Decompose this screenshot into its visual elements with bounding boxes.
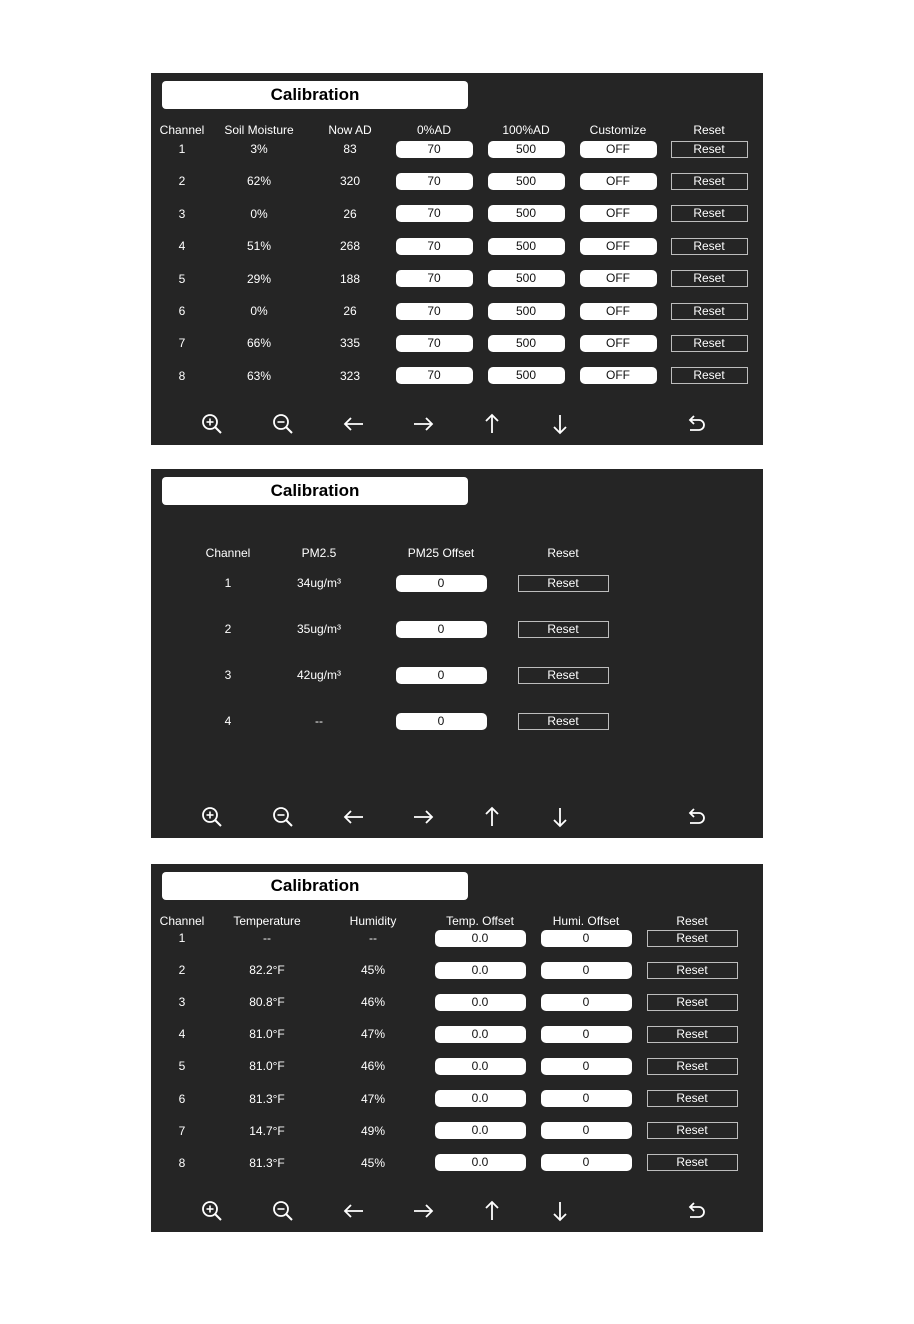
humidity-cell: 47% xyxy=(360,1091,386,1106)
customize-toggle[interactable]: OFF xyxy=(580,141,657,158)
temperature-cell: 14.7°F xyxy=(249,1123,285,1138)
arrow-left-icon[interactable] xyxy=(341,804,367,830)
customize-toggle[interactable]: OFF xyxy=(580,303,657,320)
customize-toggle[interactable]: OFF xyxy=(580,335,657,352)
column-header: Humi. Offset xyxy=(552,914,620,928)
channel-cell: 3 xyxy=(178,995,186,1010)
now-ad-cell: 83 xyxy=(343,142,357,156)
arrow-up-icon[interactable] xyxy=(479,1198,505,1224)
column-header: Temperature xyxy=(233,914,301,928)
return-icon[interactable] xyxy=(683,1198,709,1224)
ad100-field[interactable]: 500 xyxy=(488,238,565,255)
ad0-field[interactable]: 70 xyxy=(396,173,473,190)
now-ad-cell: 335 xyxy=(339,336,361,351)
humi-offset-field[interactable]: 0 xyxy=(541,1058,632,1075)
humidity-cell: 46% xyxy=(360,1059,386,1074)
arrow-down-icon[interactable] xyxy=(547,411,573,437)
pm25-value-cell: 35ug/m³ xyxy=(296,622,342,636)
ad100-field[interactable]: 500 xyxy=(488,303,565,320)
temperature-cell: 81.0°F xyxy=(249,1059,285,1074)
reset-button[interactable]: Reset xyxy=(518,575,609,592)
arrow-right-icon[interactable] xyxy=(410,1198,436,1224)
soil-moisture-cell: 62% xyxy=(246,174,272,189)
channel-cell: 1 xyxy=(178,931,186,945)
column-header: Humidity xyxy=(349,914,397,928)
temp-offset-field[interactable]: 0.0 xyxy=(435,930,526,947)
reset-button[interactable]: Reset xyxy=(671,335,748,352)
reset-button[interactable]: Reset xyxy=(647,994,738,1011)
channel-cell: 7 xyxy=(178,336,186,351)
temperature-cell: 81.3°F xyxy=(249,1091,285,1106)
temperature-cell: 81.0°F xyxy=(249,1027,285,1042)
channel-cell: 2 xyxy=(224,622,232,636)
channel-cell: 2 xyxy=(178,963,186,978)
arrow-down-icon[interactable] xyxy=(547,804,573,830)
zoom-out-icon[interactable] xyxy=(270,804,296,830)
reset-button[interactable]: Reset xyxy=(518,621,609,638)
humidity-cell: 45% xyxy=(360,963,386,978)
now-ad-cell: 320 xyxy=(339,174,361,189)
soil-moisture-cell: 51% xyxy=(246,239,272,254)
reset-button[interactable]: Reset xyxy=(647,1058,738,1075)
arrow-right-icon[interactable] xyxy=(410,411,436,437)
column-header: Soil Moisture xyxy=(224,123,294,137)
pm25-offset-field[interactable]: 0 xyxy=(396,667,487,684)
channel-cell: 3 xyxy=(224,668,232,682)
soil-moisture-cell: 0% xyxy=(250,206,268,221)
reset-button[interactable]: Reset xyxy=(647,1090,738,1107)
page-title: Calibration xyxy=(162,872,468,900)
channel-cell: 1 xyxy=(224,576,232,590)
temp-offset-field[interactable]: 0.0 xyxy=(435,1090,526,1107)
zoom-out-icon[interactable] xyxy=(270,1198,296,1224)
reset-button[interactable]: Reset xyxy=(671,367,748,384)
reset-button[interactable]: Reset xyxy=(671,238,748,255)
return-icon[interactable] xyxy=(683,804,709,830)
reset-button[interactable]: Reset xyxy=(647,1122,738,1139)
channel-cell: 8 xyxy=(178,368,186,383)
pm25-value-cell: -- xyxy=(315,714,323,728)
reset-button[interactable]: Reset xyxy=(671,270,748,287)
soil-moisture-cell: 29% xyxy=(246,271,272,286)
return-icon[interactable] xyxy=(683,411,709,437)
soil-moisture-calibration-panel xyxy=(151,73,763,445)
channel-cell: 8 xyxy=(178,1155,186,1170)
ad100-field[interactable]: 500 xyxy=(488,367,565,384)
pm25-value-cell: 42ug/m³ xyxy=(296,668,342,682)
humi-offset-field[interactable]: 0 xyxy=(541,994,632,1011)
reset-button[interactable]: Reset xyxy=(671,173,748,190)
humi-offset-field[interactable]: 0 xyxy=(541,1154,632,1171)
temp-offset-field[interactable]: 0.0 xyxy=(435,1058,526,1075)
temp-humidity-calibration-panel xyxy=(151,864,763,1232)
column-header: Reset xyxy=(676,914,708,928)
customize-toggle[interactable]: OFF xyxy=(580,205,657,222)
zoom-in-icon[interactable] xyxy=(199,804,225,830)
pm25-offset-field[interactable]: 0 xyxy=(396,713,487,730)
column-header: 100%AD xyxy=(502,123,550,137)
column-header: Channel xyxy=(159,914,205,928)
column-header: Temp. Offset xyxy=(446,914,514,928)
temperature-cell: 82.2°F xyxy=(249,963,285,978)
ad100-field[interactable]: 500 xyxy=(488,270,565,287)
temp-offset-field[interactable]: 0.0 xyxy=(435,994,526,1011)
temp-offset-field[interactable]: 0.0 xyxy=(435,962,526,979)
arrow-up-icon[interactable] xyxy=(479,804,505,830)
customize-toggle[interactable]: OFF xyxy=(580,270,657,287)
page-title: Calibration xyxy=(162,477,468,505)
column-header: Now AD xyxy=(328,123,372,137)
humidity-cell: 47% xyxy=(360,1027,386,1042)
reset-button[interactable]: Reset xyxy=(647,1026,738,1043)
temp-offset-field[interactable]: 0.0 xyxy=(435,1154,526,1171)
ad0-field[interactable]: 70 xyxy=(396,141,473,158)
now-ad-cell: 188 xyxy=(339,271,361,286)
channel-cell: 3 xyxy=(178,206,186,221)
reset-button[interactable]: Reset xyxy=(671,141,748,158)
humi-offset-field[interactable]: 0 xyxy=(541,930,632,947)
reset-button[interactable]: Reset xyxy=(647,930,738,947)
temperature-cell: 80.8°F xyxy=(249,995,285,1010)
pm25-calibration-panel xyxy=(151,469,763,838)
now-ad-cell: 268 xyxy=(339,239,361,254)
channel-cell: 4 xyxy=(224,714,232,728)
humi-offset-field[interactable]: 0 xyxy=(541,1026,632,1043)
reset-button[interactable]: Reset xyxy=(647,962,738,979)
ad100-field[interactable]: 500 xyxy=(488,205,565,222)
arrow-left-icon[interactable] xyxy=(341,411,367,437)
now-ad-cell: 26 xyxy=(343,206,357,221)
ad0-field[interactable]: 70 xyxy=(396,205,473,222)
pm25-offset-field[interactable]: 0 xyxy=(396,621,487,638)
temperature-cell: -- xyxy=(263,931,271,945)
soil-moisture-cell: 0% xyxy=(250,304,268,318)
now-ad-cell: 323 xyxy=(339,368,361,383)
column-header: Channel xyxy=(159,123,205,137)
channel-cell: 4 xyxy=(178,1027,186,1042)
column-header: PM2.5 xyxy=(301,546,337,560)
humidity-cell: -- xyxy=(369,931,377,945)
channel-cell: 2 xyxy=(178,174,186,189)
humi-offset-field[interactable]: 0 xyxy=(541,1090,632,1107)
reset-button[interactable]: Reset xyxy=(671,205,748,222)
humidity-cell: 46% xyxy=(360,995,386,1010)
arrow-left-icon[interactable] xyxy=(341,1198,367,1224)
soil-moisture-cell: 3% xyxy=(250,142,268,156)
zoom-out-icon[interactable] xyxy=(270,411,296,437)
soil-moisture-cell: 63% xyxy=(246,368,272,383)
temperature-cell: 81.3°F xyxy=(249,1155,285,1170)
humi-offset-field[interactable]: 0 xyxy=(541,1122,632,1139)
channel-cell: 4 xyxy=(178,239,186,254)
reset-button[interactable]: Reset xyxy=(671,303,748,320)
arrow-up-icon[interactable] xyxy=(479,411,505,437)
pm25-offset-field[interactable]: 0 xyxy=(396,575,487,592)
humidity-cell: 49% xyxy=(360,1123,386,1138)
zoom-in-icon[interactable] xyxy=(199,1198,225,1224)
reset-button[interactable]: Reset xyxy=(518,667,609,684)
ad0-field[interactable]: 70 xyxy=(396,270,473,287)
pm25-value-cell: 34ug/m³ xyxy=(296,576,342,590)
ad100-field[interactable]: 500 xyxy=(488,141,565,158)
column-header: PM25 Offset xyxy=(407,546,475,560)
customize-toggle[interactable]: OFF xyxy=(580,238,657,255)
ad0-field[interactable]: 70 xyxy=(396,238,473,255)
arrow-down-icon[interactable] xyxy=(547,1198,573,1224)
customize-toggle[interactable]: OFF xyxy=(580,173,657,190)
soil-moisture-cell: 66% xyxy=(246,336,272,351)
reset-button[interactable]: Reset xyxy=(647,1154,738,1171)
ad0-field[interactable]: 70 xyxy=(396,367,473,384)
column-header: Reset xyxy=(693,123,725,137)
arrow-right-icon[interactable] xyxy=(410,804,436,830)
zoom-in-icon[interactable] xyxy=(199,411,225,437)
column-header: 0%AD xyxy=(416,123,452,137)
channel-cell: 1 xyxy=(178,142,186,156)
reset-button[interactable]: Reset xyxy=(518,713,609,730)
now-ad-cell: 26 xyxy=(343,304,357,318)
ad0-field[interactable]: 70 xyxy=(396,303,473,320)
channel-cell: 6 xyxy=(178,1091,186,1106)
temp-offset-field[interactable]: 0.0 xyxy=(435,1026,526,1043)
channel-cell: 5 xyxy=(178,1059,186,1074)
temp-offset-field[interactable]: 0.0 xyxy=(435,1122,526,1139)
column-header: Customize xyxy=(589,123,647,137)
column-header: Channel xyxy=(205,546,251,560)
ad0-field[interactable]: 70 xyxy=(396,335,473,352)
ad100-field[interactable]: 500 xyxy=(488,173,565,190)
humi-offset-field[interactable]: 0 xyxy=(541,962,632,979)
ad100-field[interactable]: 500 xyxy=(488,335,565,352)
channel-cell: 6 xyxy=(178,304,186,318)
page-title: Calibration xyxy=(162,81,468,109)
channel-cell: 5 xyxy=(178,271,186,286)
humidity-cell: 45% xyxy=(360,1155,386,1170)
channel-cell: 7 xyxy=(178,1123,186,1138)
column-header: Reset xyxy=(547,546,579,560)
customize-toggle[interactable]: OFF xyxy=(580,367,657,384)
